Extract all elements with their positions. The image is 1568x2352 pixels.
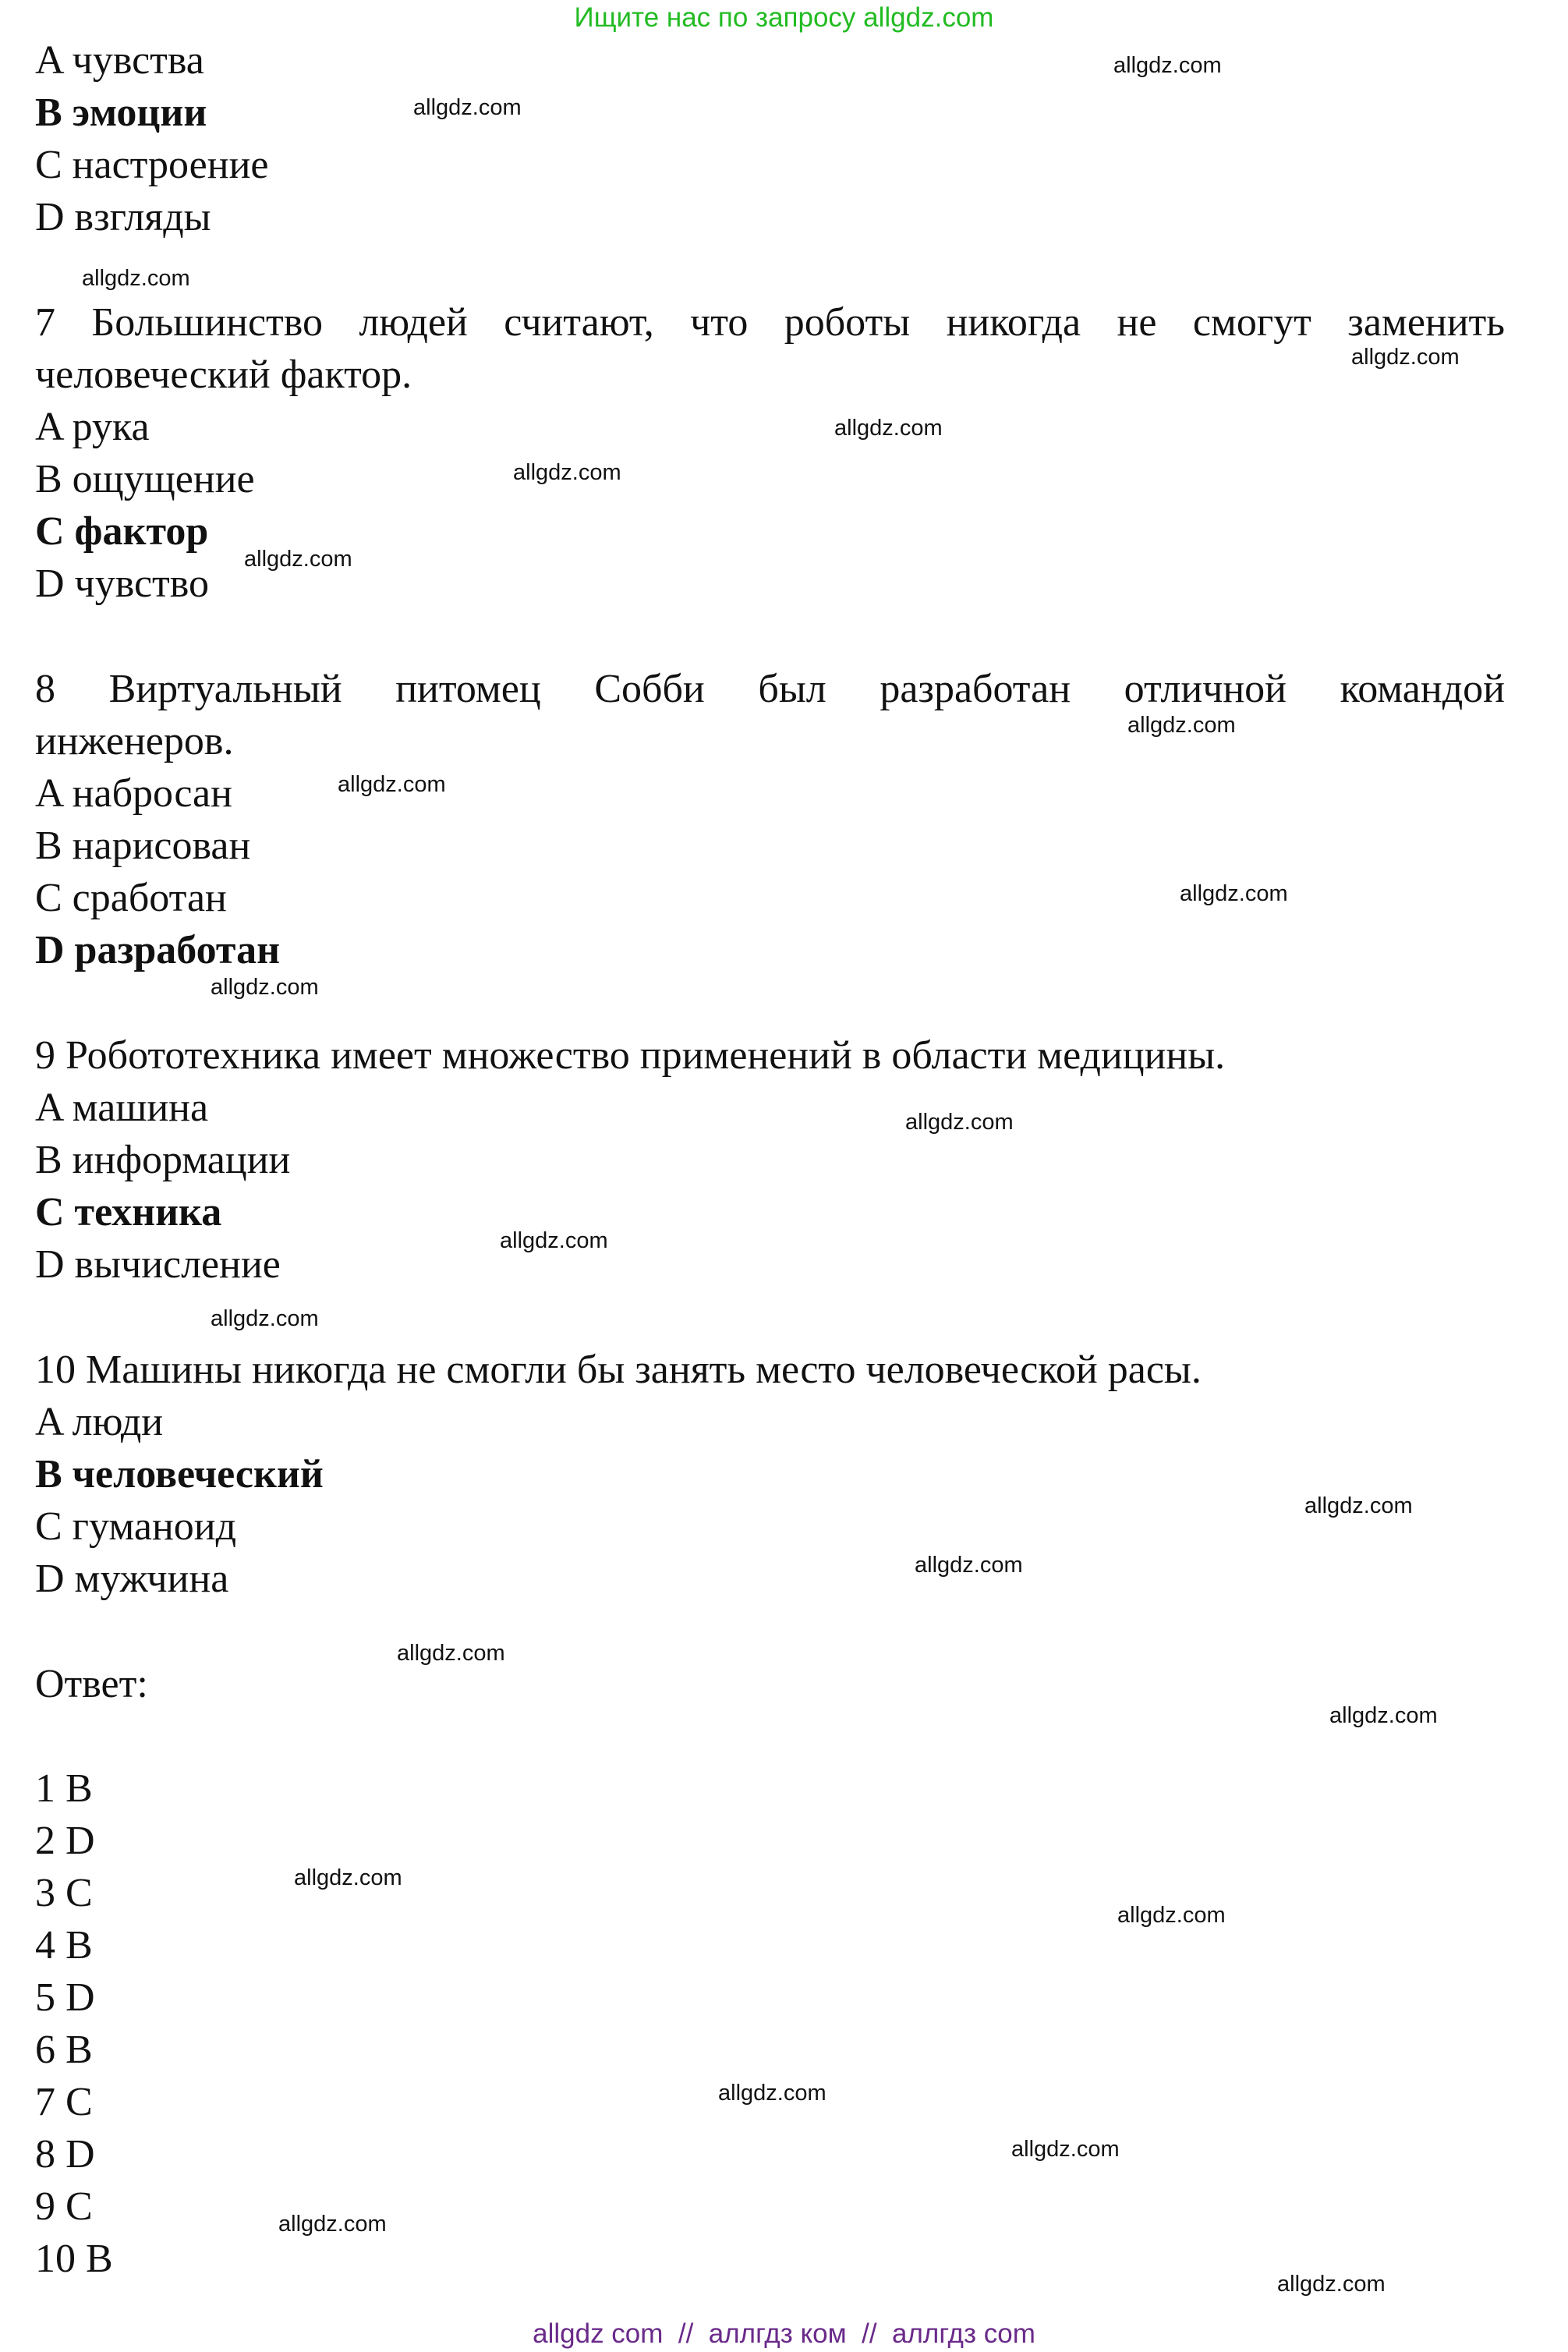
q10-option-a: A люди: [35, 1400, 164, 1444]
watermark: allgdz.com: [1304, 1493, 1413, 1518]
q7-text-line2: человеческий фактор.: [35, 352, 412, 397]
q7-option-a: A рука: [35, 405, 150, 449]
q7-option-b: B ощущение: [35, 457, 255, 501]
watermark: allgdz.com: [834, 416, 943, 441]
answer-item: 2 D: [35, 1819, 95, 1863]
watermark: allgdz.com: [1113, 53, 1222, 78]
q9-text-line1: 9 Робототехника имеет множество применений в области медицины.: [35, 1033, 1226, 1078]
watermark: allgdz.com: [338, 772, 446, 797]
q8-option-c: C сработан: [35, 876, 227, 920]
q10-option-b-correct: B человеческий: [35, 1452, 324, 1497]
q8-text-line1: 8 Виртуальный питомец Собби был разработан отличной командой: [35, 667, 1505, 711]
watermark: allgdz.com: [211, 975, 319, 1000]
q10-text-line1: 10 Машины никогда не смогли бы занять место человеческой расы.: [35, 1348, 1202, 1392]
watermark: allgdz.com: [1127, 713, 1236, 738]
q7-text-line1: 7 Большинство людей считают, что роботы никогда не смогут заменить: [35, 300, 1505, 345]
watermark: allgdz.com: [513, 460, 621, 485]
answer-item: 10 B: [35, 2237, 113, 2281]
watermark: allgdz.com: [718, 2081, 826, 2106]
q8-option-b: B нарисован: [35, 824, 251, 868]
watermark: allgdz.com: [1180, 881, 1288, 906]
watermark: allgdz.com: [915, 1553, 1023, 1578]
watermark: allgdz.com: [1277, 2272, 1386, 2297]
q6-option-a: A чувства: [35, 38, 204, 83]
watermark: allgdz.com: [211, 1306, 319, 1331]
q7-option-d: D чувство: [35, 561, 209, 606]
watermark: allgdz.com: [82, 266, 190, 291]
watermark: allgdz.com: [1117, 1903, 1226, 1928]
answer-item: 4 B: [35, 1923, 93, 1968]
answer-item: 7 C: [35, 2080, 93, 2124]
watermark: allgdz.com: [413, 95, 522, 120]
q8-option-a: A набросан: [35, 771, 232, 816]
q6-option-b-correct: B эмоции: [35, 90, 207, 135]
answer-item: 6 B: [35, 2028, 93, 2072]
watermark: allgdz.com: [1011, 2137, 1120, 2162]
watermark: allgdz.com: [1329, 1703, 1438, 1728]
answer-item: 1 B: [35, 1766, 93, 1811]
q9-option-c-correct: C техника: [35, 1190, 222, 1234]
watermark: allgdz.com: [397, 1641, 505, 1666]
q10-option-c: C гуманоид: [35, 1504, 237, 1549]
watermark: allgdz.com: [294, 1865, 402, 1890]
q6-option-d: D взгляды: [35, 195, 211, 239]
answers-title: Ответ:: [35, 1662, 148, 1706]
q8-option-d-correct: D разработан: [35, 928, 281, 972]
watermark: allgdz.com: [500, 1228, 608, 1253]
answer-item: 3 C: [35, 1871, 93, 1915]
q9-option-a: A машина: [35, 1086, 209, 1130]
q9-option-d: D вычисление: [35, 1242, 281, 1287]
watermark: allgdz.com: [278, 2212, 387, 2237]
q7-option-c-correct: C фактор: [35, 509, 209, 554]
q10-option-d: D мужчина: [35, 1557, 229, 1601]
watermark: allgdz.com: [244, 547, 352, 572]
answer-item: 5 D: [35, 1975, 95, 2020]
q8-text-line2: инженеров.: [35, 719, 234, 763]
watermark: allgdz.com: [905, 1110, 1014, 1135]
answer-item: 9 C: [35, 2184, 93, 2229]
watermark: allgdz.com: [1351, 345, 1460, 370]
top-banner: Ищите нас по запросу allgdz.com: [574, 2, 994, 33]
q9-option-b: B информации: [35, 1138, 291, 1182]
answer-item: 8 D: [35, 2132, 95, 2177]
q6-option-c: C настроение: [35, 143, 269, 187]
footer-links[interactable]: allgdz com // аллгдз ком // аллгдз com: [533, 2318, 1035, 2349]
